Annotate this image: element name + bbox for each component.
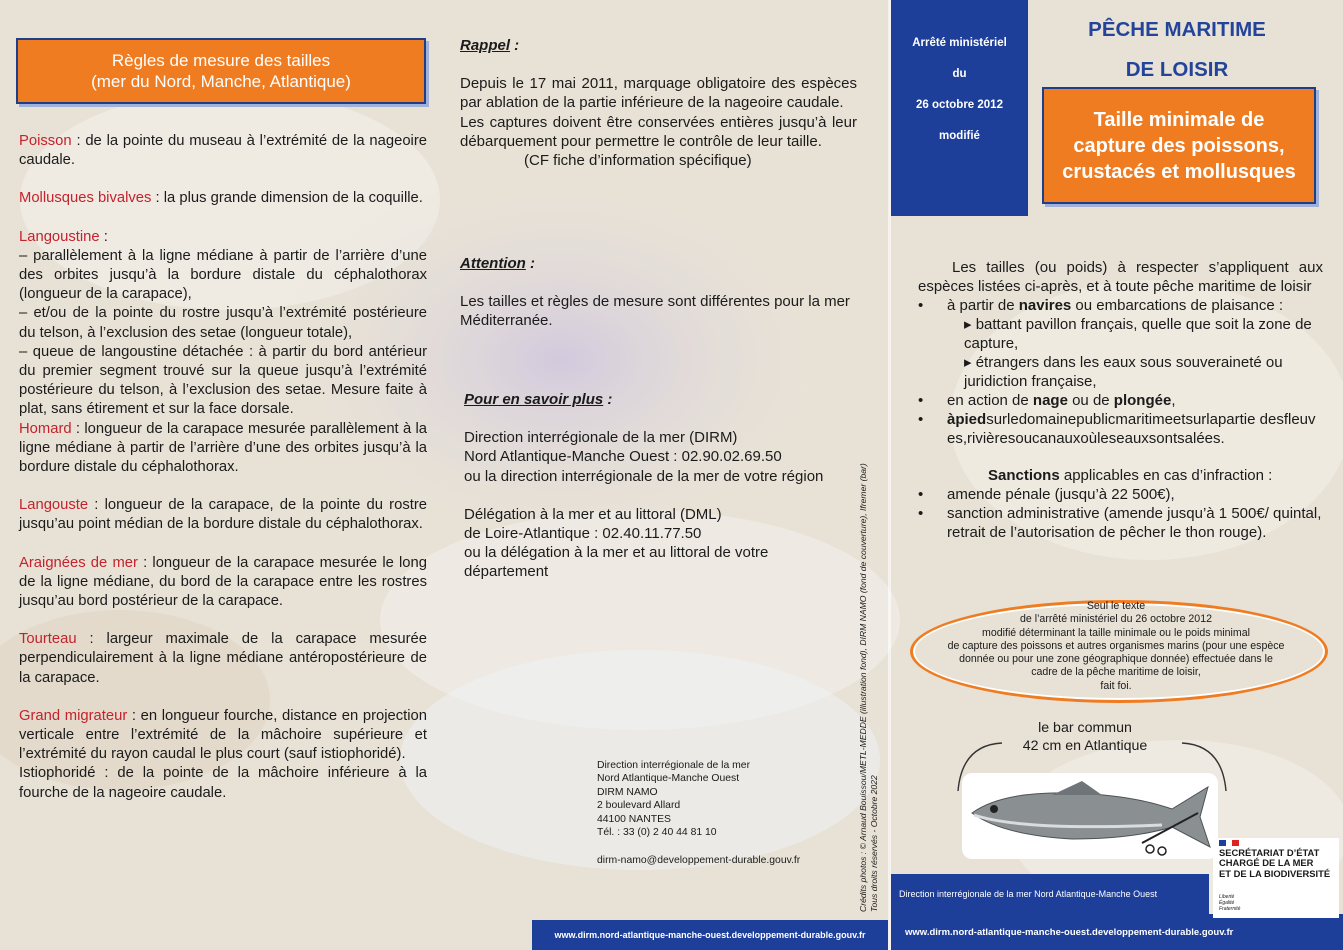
rule-istiophoride: Istiophoridé : de la pointe de la mâchoire inférieure à la fourche de la nageoire caudale. (19, 765, 427, 801)
sanction-penale: • amende pénale (jusqu’à 22 500€), (918, 486, 1175, 503)
term-langouste: Langouste (19, 497, 89, 514)
fish-label-size: 42 cm en Atlantique (1022, 738, 1148, 754)
attention-text: Les tailles et règles de mesure sont différentes pour la mer Méditerranée. (460, 293, 850, 330)
addr-email[interactable]: dirm-namo@developpement-durable.gouv.fr (597, 855, 801, 867)
rule-langouste: Langouste : longueur de la carapace, de la pointe du rostre jusqu’au point médian de la bordure distale du céphalothorax. (19, 497, 427, 533)
dml-line1: Délégation à la mer et au littoral (DML) (464, 505, 722, 523)
subtitle-line2: capture des poissons, (1073, 134, 1285, 157)
subtitle-line3: crustacés et mollusques (1062, 160, 1296, 183)
addr-line3: DIRM NAMO (597, 786, 658, 798)
footer-dirm: Direction interrégionale de la mer Nord Atlantique-Manche Ouest (891, 874, 1209, 914)
scope-bullet-pied: • àpiedsurledomainepublicmaritimeetsurlapartie desfleuves,rivièresoucanauxoùleseauxsontsalées. (918, 411, 1316, 447)
scope-bullet-nage: • en action de nage ou de plongée, (918, 392, 1176, 409)
rappel-heading: Rappel : (460, 37, 520, 54)
scope-intro: Les tailles (ou poids) à respecter s’appliquent aux espèces listées ci-après, et à toute pêche maritime de loisir (918, 259, 1323, 295)
scope-section (918, 258, 1323, 542)
scope-sub-francais: ▸ battant pavillon français, quelle que soit la zone de capture, (964, 316, 1312, 352)
page-title-line1: PÊCHE MARITIME (1088, 18, 1266, 41)
arrete-line1: Arrêté ministériel (912, 37, 1007, 49)
rule-poisson: Poisson : de la pointe du museau à l’extrémité de la nageoire caudale. (19, 133, 427, 169)
dml-line2: de Loire-Atlantique : 02.40.11.77.50 (464, 525, 702, 543)
term-tourteau: Tourteau (19, 631, 77, 648)
rule-langoustine-heading: Langoustine : (19, 228, 108, 245)
bullet-icon: • (918, 505, 924, 522)
republic-motto: Liberté Égalité Fraternité (1219, 894, 1241, 912)
rappel-text-2: Les captures doivent être conservées entières jusqu’à leur débarquement pour permettre le contrôle de leur taille. (460, 113, 857, 150)
dirm-address-block (597, 759, 847, 868)
term-langoustine: Langoustine (19, 228, 100, 245)
term-araignees: Araignées de mer (19, 554, 138, 571)
logo-line1: SECRÉTARIAT D’ÉTAT (1219, 847, 1320, 858)
rules-title-line2: (mer du Nord, Manche, Atlantique) (91, 72, 351, 91)
rule-tourteau: Tourteau : largeur maximale de la carapace mesurée perpendiculairement à la ligne médiane antéropostérieure de la carapace. (19, 631, 427, 686)
dirm-line1: Direction interrégionale de la mer (DIRM) (464, 429, 738, 447)
rappel-text-3: (CF fiche d’information spécifique) (524, 152, 752, 170)
logo-line3: ET DE LA BIODIVERSITÉ (1219, 867, 1331, 879)
addr-line6: Tél. : 33 (0) 2 40 44 81 10 (597, 827, 717, 839)
bullet-icon: • (918, 411, 924, 428)
scope-bullet-navires: • à partir de navires ou embarcations de plaisance : (918, 297, 1284, 314)
addr-line1: Direction interrégionale de la mer (597, 760, 751, 771)
rule-langoustine-2: – et/ou de la pointe du rostre jusqu’à l’extrémité postérieure du telson, à l’exclusion des setae (longueur totale), (19, 305, 427, 341)
rappel-text-1: Depuis le 17 mai 2011, marquage obligatoire des espèces par ablation de la partie inférieure de la nageoire caudale. (460, 75, 857, 112)
subtitle-box (1042, 87, 1316, 204)
term-bivalves: Mollusques bivalves (19, 190, 152, 207)
addr-line2: Nord Atlantique-Manche Ouest (597, 773, 740, 785)
dml-line3: ou la délégation à la mer et au littoral de votre département (464, 544, 769, 581)
savoir-plus-section (464, 390, 844, 582)
rules-title-box (16, 38, 426, 104)
rule-bivalves: Mollusques bivalves : la plus grande dimension de la coquille. (19, 190, 423, 207)
dirm-line2: Nord Atlantique-Manche Ouest : 02.90.02.69.50 (464, 448, 782, 466)
measure-bracket (952, 733, 1232, 793)
footer-url-middle[interactable]: www.dirm.nord-atlantique-manche-ouest.developpement-durable.gouv.fr (532, 920, 888, 950)
logo-line2: CHARGÉ DE LA MER (1219, 857, 1314, 869)
rule-langoustine-1: – parallèlement à la ligne médiane à partir de l’arrière d’une des orbites jusqu’à la bordure distale du céphalothorax (longueur de la carapace), (19, 247, 427, 303)
french-flag-icon (1219, 840, 1239, 846)
arrete-line4: modifié (939, 130, 980, 142)
ministry-logo (1213, 838, 1339, 918)
credits-line1: Crédits photos : © Arnaud Bouissou/METL-MEDDE (illustration fond), DIRM NAMO (fond de couverture), Ifremer (bar) (858, 463, 868, 912)
arrete-banner (891, 0, 1028, 216)
scope-sub-etrangers: ▸ étrangers dans les eaux sous souveraineté ou juridiction française, (964, 354, 1283, 390)
bullet-icon: • (918, 392, 924, 409)
dirm-line3: ou la direction interrégionale de la mer de votre région (464, 467, 824, 485)
term-poisson: Poisson (19, 133, 72, 149)
measure-rules-text (19, 132, 427, 803)
term-homard: Homard (19, 420, 72, 437)
sanctions-heading: Sanctions applicables en cas d’infraction : (988, 467, 1273, 484)
arrete-line2: du (952, 68, 967, 80)
addr-line5: 44100 NANTES (597, 813, 671, 825)
rule-homard: Homard : longueur de la carapace mesurée parallèlement à la ligne médiane à partir de l’arrière d’une des orbites jusqu’à la bordure distale du céphalothorax. (19, 420, 427, 476)
bullet-icon: • (918, 297, 924, 314)
credits-line2: Tous droits réservés - Octobre 2022 (869, 775, 879, 912)
addr-line4: 2 boulevard Allard (597, 800, 681, 812)
attention-section (460, 254, 862, 331)
sanction-administrative: • sanction administrative (amende jusqu’à 1 500€/ quintal, retrait de l’autorisation de pêcher le thon rouge). (918, 505, 1322, 541)
legal-notice-text: Seul le texte de l’arrêté ministériel du 26 octobre 2012 modifié déterminant la taille minimale ou le poids minimal de capture des poissons et autres organismes marins (pour une espèce donnée ou pour une zone géographique donnée) effectuée dans le cadre de la pêche maritime de loisir, fait foi. (947, 600, 1285, 692)
page-title-line2: DE LOISIR (1125, 58, 1229, 81)
subtitle-line1: Taille minimale de (1093, 108, 1265, 131)
fish-label-name: le bar commun (1038, 720, 1132, 736)
savoir-heading: Pour en savoir plus : (464, 391, 613, 408)
rule-araignees: Araignées de mer : longueur de la carapace mesurée le long de la ligne médiane, du bord de la carapace entre les rostres jusqu’au bord postérieur de la carapace. (19, 554, 427, 610)
rappel-section (460, 36, 857, 170)
rule-grand-migrateur: Grand migrateur : en longueur fourche, distance en projection verticale entre l’extrémité de la mâchoire supérieure et l’extrémité du rayon caudal le plus court (sauf istiophoridé). (19, 707, 427, 763)
rules-title-line1: Règles de mesure des tailles (111, 51, 331, 70)
term-grand-migrateur: Grand migrateur (19, 707, 128, 724)
bullet-icon: • (918, 486, 924, 503)
arrete-line3: 26 octobre 2012 (916, 99, 1003, 111)
attention-heading: Attention : (460, 255, 535, 272)
footer-url-right[interactable]: www.dirm.nord-atlantique-manche-ouest.developpement-durable.gouv.fr (891, 914, 1343, 950)
rule-langoustine-3: – queue de langoustine détachée : à partir du bord antérieur du premier segment trouvé sur la queue jusqu’à l’extrémité postérieure du telson, à l’exclusion des setae. Mesure faite à plat, sans étirement et sur la face dorsale. (19, 343, 427, 418)
